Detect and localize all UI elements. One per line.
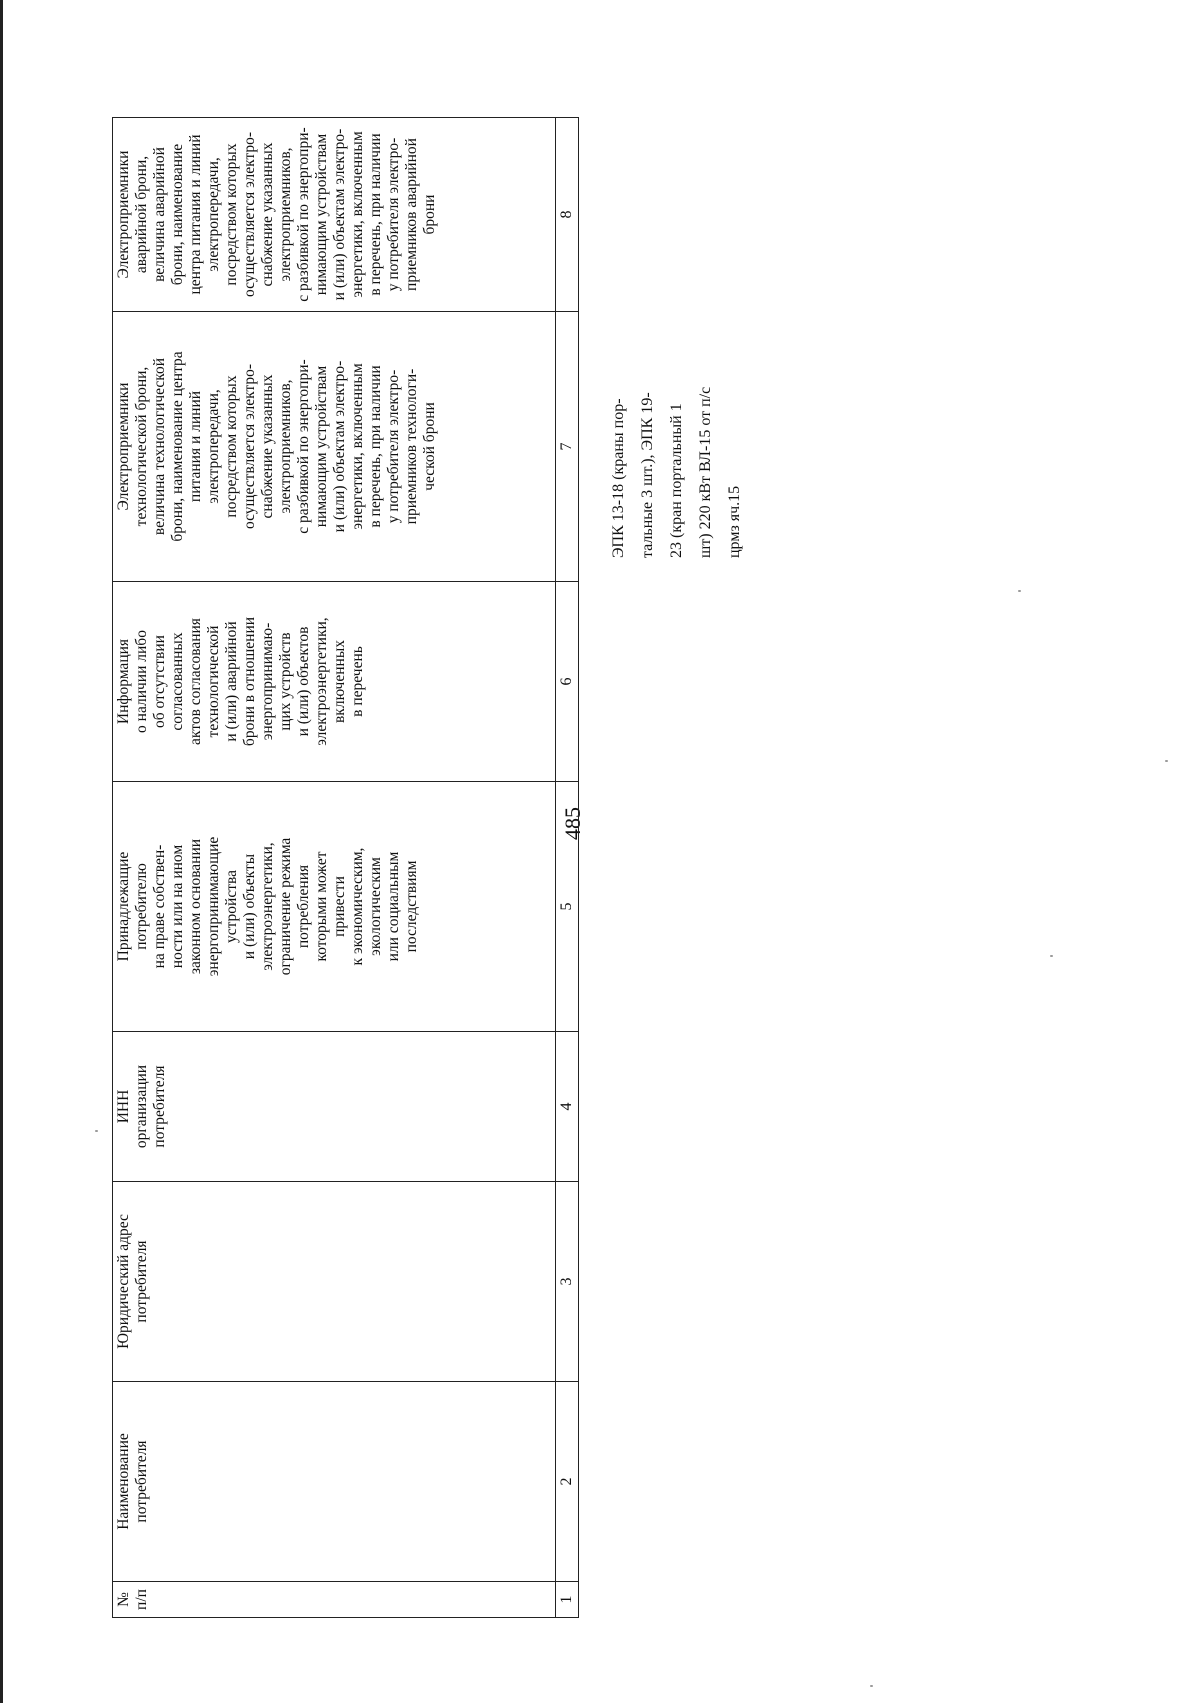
page-edge-line <box>0 0 3 1703</box>
header-inn-text: ИНН организации потребителя <box>115 1064 168 1149</box>
column-number-cell: 5 <box>556 782 579 1032</box>
column-number-row <box>556 118 579 1618</box>
header-number <box>113 1582 556 1618</box>
header-consumer-name <box>113 1382 556 1582</box>
column-number-cell: 1 <box>556 1582 579 1618</box>
column-number-cell: 2 <box>556 1382 579 1582</box>
consumer-table <box>112 117 579 1618</box>
header-emergency-reserve <box>113 118 556 312</box>
scan-speck <box>1165 760 1168 762</box>
header-technological-reserve <box>113 312 556 582</box>
rotated-table-wrapper <box>112 118 592 1618</box>
header-owned-devices <box>113 782 556 1032</box>
header-owned-devices-text: Принадлежащие потребителю на праве собствен- ности или на ином законном основании энергопринимающие устройства и (или) объекты электроэнергетики, ограничение режима потребления которыми может привести к экономическим, экологическим или социальным последствиям <box>115 836 420 977</box>
header-technological-reserve-text: Электроприемники технологической брони, величина технологической брони, наименование центра питания и линий электропередачи, посредством которых осуществляется электро- снабжение указанных электроприемников, с разбивкой по энергопри- нимающим устройствам и (или) объектам электро- энергетики, включенным в перечень, при наличии у потребителя электро- приемников технологи- ческой брони <box>115 351 438 542</box>
column-number-cell: 7 <box>556 312 579 582</box>
equipment-note: ЭПК 13-18 (краны пор- тальные 3 шт.), ЭПК 19- 23 (кран портальный 1 шт) 220 кВт ВЛ-15 от п/с црмз яч.15 <box>610 386 743 558</box>
column-number-cell: 4 <box>556 1032 579 1182</box>
header-inn <box>113 1032 556 1182</box>
header-legal-address-text: Юридический адрес потребителя <box>115 1214 150 1349</box>
header-number-text: № п/п <box>115 1589 150 1610</box>
scan-speck <box>1018 590 1021 592</box>
scan-speck <box>95 1130 98 1132</box>
header-consumer-name-text: Наименование потребителя <box>115 1433 150 1530</box>
header-acts-info-text: Информация о наличии либо об отсутствии согласованных актов согласования технологической и (или) аварийной брони в отношении энергопринимаю- щих устройств и (или) объектов электроэнергетики, включенных в перечень <box>115 616 366 747</box>
scan-speck <box>1050 955 1053 957</box>
header-emergency-reserve-text: Электроприемники аварийной брони, величина аварийной брони, наименование центра питания и линий электропередачи, посредством которых осуществляется электро- снабжение указанных электроприемников, с разбивкой по энергопри- нимающим устройствам и (или) объектам электро- энергетики, включенным в перечень, при наличии у потребителя электро- приемников аварийной брони <box>115 127 438 302</box>
header-acts-info <box>113 582 556 782</box>
column-number-cell: 8 <box>556 118 579 312</box>
column-number-cell: 3 <box>556 1182 579 1382</box>
column-number-cell: 6 <box>556 582 579 782</box>
page-number: 485 <box>560 807 585 840</box>
table-header-row <box>113 118 556 1618</box>
scan-speck <box>870 1685 873 1687</box>
header-legal-address <box>113 1182 556 1382</box>
